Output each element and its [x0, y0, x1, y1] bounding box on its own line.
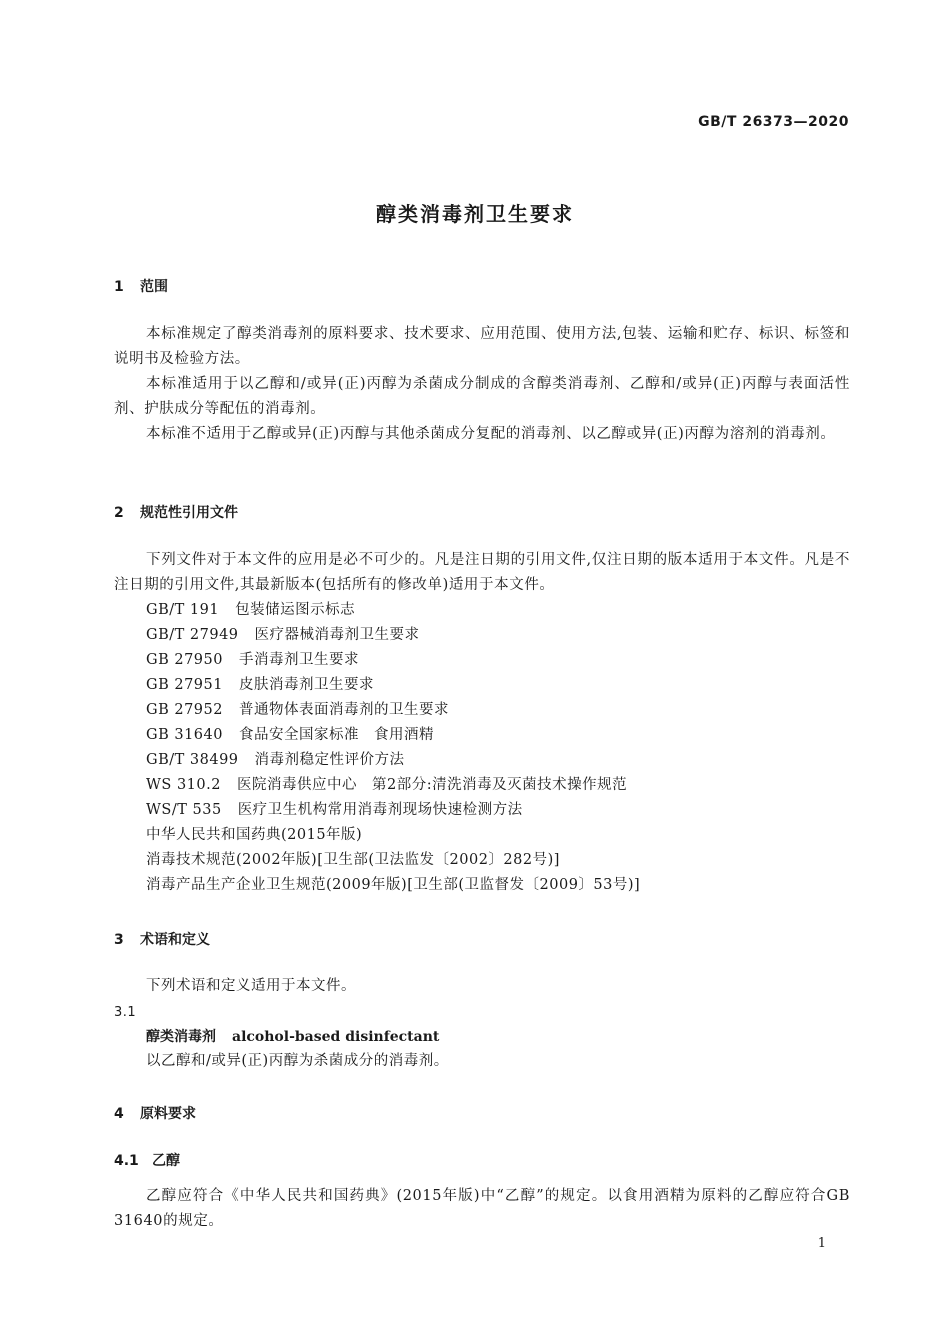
ref-code: GB 27950 [146, 652, 223, 668]
list-item [146, 698, 640, 723]
standard-code: GB/T 26373—2020 [698, 114, 849, 130]
ref-name: 食品安全国家标准 食用酒精 [238, 727, 434, 743]
list-item [146, 723, 640, 748]
document-title: 醇类消毒剂卫生要求 [376, 202, 574, 226]
ref-name: 手消毒剂卫生要求 [238, 652, 359, 668]
list-item [146, 748, 640, 773]
section-heading-materials [114, 1103, 196, 1123]
ref-name: 消毒剂稳定性评价方法 [254, 752, 405, 768]
list-item [146, 873, 640, 898]
subsection-number: 4.1 [114, 1153, 139, 1169]
ref-code: GB/T 191 [146, 602, 220, 618]
section-heading-refs [114, 502, 238, 522]
ref-name: 医疗卫生机构常用消毒剂现场快速检测方法 [237, 802, 523, 818]
list-item [146, 648, 640, 673]
section-heading-terms [114, 929, 210, 949]
term-number: 3.1 [114, 1005, 137, 1020]
section-number: 2 [114, 505, 124, 521]
ref-name: 消毒产品生产企业卫生规范(2009年版)[卫生部(卫监督发〔2009〕53号)] [146, 877, 641, 893]
ref-code: GB 27951 [146, 677, 223, 693]
scope-paragraph-1: 本标准规定了醇类消毒剂的原料要求、技术要求、应用范围、使用方法,包装、运输和贮存、标识、标签和说明书及检验方法。 [114, 326, 850, 367]
section-number: 3 [114, 932, 124, 948]
section-title: 术语和定义 [140, 932, 210, 948]
subsection-title: 乙醇 [152, 1153, 180, 1169]
list-item [146, 798, 640, 823]
ref-name: 消毒技术规范(2002年版)[卫生部(卫法监发〔2002〕282号)] [146, 852, 560, 868]
section-number: 4 [114, 1106, 124, 1122]
term-chinese: 醇类消毒剂 [146, 1029, 216, 1045]
ref-code: GB 31640 [146, 727, 223, 743]
section-title: 原料要求 [140, 1106, 196, 1122]
ref-code: WS 310.2 [146, 777, 221, 793]
list-item [146, 598, 640, 623]
ref-code: WS/T 535 [146, 802, 222, 818]
ethanol-paragraph: 乙醇应符合《中华人民共和国药典》(2015年版)中“乙醇”的规定。以食用酒精为原料的乙醇应符合GB 31640的规定。 [114, 1188, 850, 1229]
ref-name: 皮肤消毒剂卫生要求 [238, 677, 374, 693]
scope-paragraph-3: 本标准不适用于乙醇或异(正)丙醇与其他杀菌成分复配的消毒剂、以乙醇或异(正)丙醇为溶剂的消毒剂。 [146, 426, 836, 442]
terms-intro: 下列术语和定义适用于本文件。 [146, 978, 356, 994]
list-item [146, 848, 640, 873]
section-title: 规范性引用文件 [140, 505, 238, 521]
section-heading-scope [114, 276, 168, 296]
ref-name: 普通物体表面消毒剂的卫生要求 [238, 702, 449, 718]
ref-name: 医院消毒供应中心 第2部分:清洗消毒及灭菌技术操作规范 [236, 777, 628, 793]
reference-list [146, 598, 640, 898]
ref-code: GB/T 38499 [146, 752, 239, 768]
ref-name: 医疗器械消毒剂卫生要求 [254, 627, 420, 643]
refs-intro: 下列文件对于本文件的应用是必不可少的。凡是注日期的引用文件,仅注日期的版本适用于本文件。凡是不注日期的引用文件,其最新版本(包括所有的修改单)适用于本文件。 [114, 552, 850, 593]
scope-paragraph-2: 本标准适用于以乙醇和/或异(正)丙醇为杀菌成分制成的含醇类消毒剂、乙醇和/或异(正)丙醇与表面活性剂、护肤成分等配伍的消毒剂。 [114, 376, 850, 417]
list-item [146, 823, 640, 848]
list-item [146, 773, 640, 798]
ref-code: GB 27952 [146, 702, 223, 718]
list-item [146, 623, 640, 648]
ref-name: 中华人民共和国药典(2015年版) [146, 827, 363, 843]
term-english: alcohol-based disinfectant [232, 1029, 440, 1045]
section-title: 范围 [140, 279, 168, 295]
term-entry [146, 1026, 439, 1046]
section-number: 1 [114, 279, 124, 295]
ref-code: GB/T 27949 [146, 627, 239, 643]
term-definition: 以乙醇和/或异(正)丙醇为杀菌成分的消毒剂。 [146, 1053, 449, 1069]
ref-name: 包装储运图示标志 [235, 602, 356, 618]
page-number: 1 [817, 1236, 826, 1251]
subsection-heading-ethanol [114, 1150, 180, 1170]
list-item [146, 673, 640, 698]
